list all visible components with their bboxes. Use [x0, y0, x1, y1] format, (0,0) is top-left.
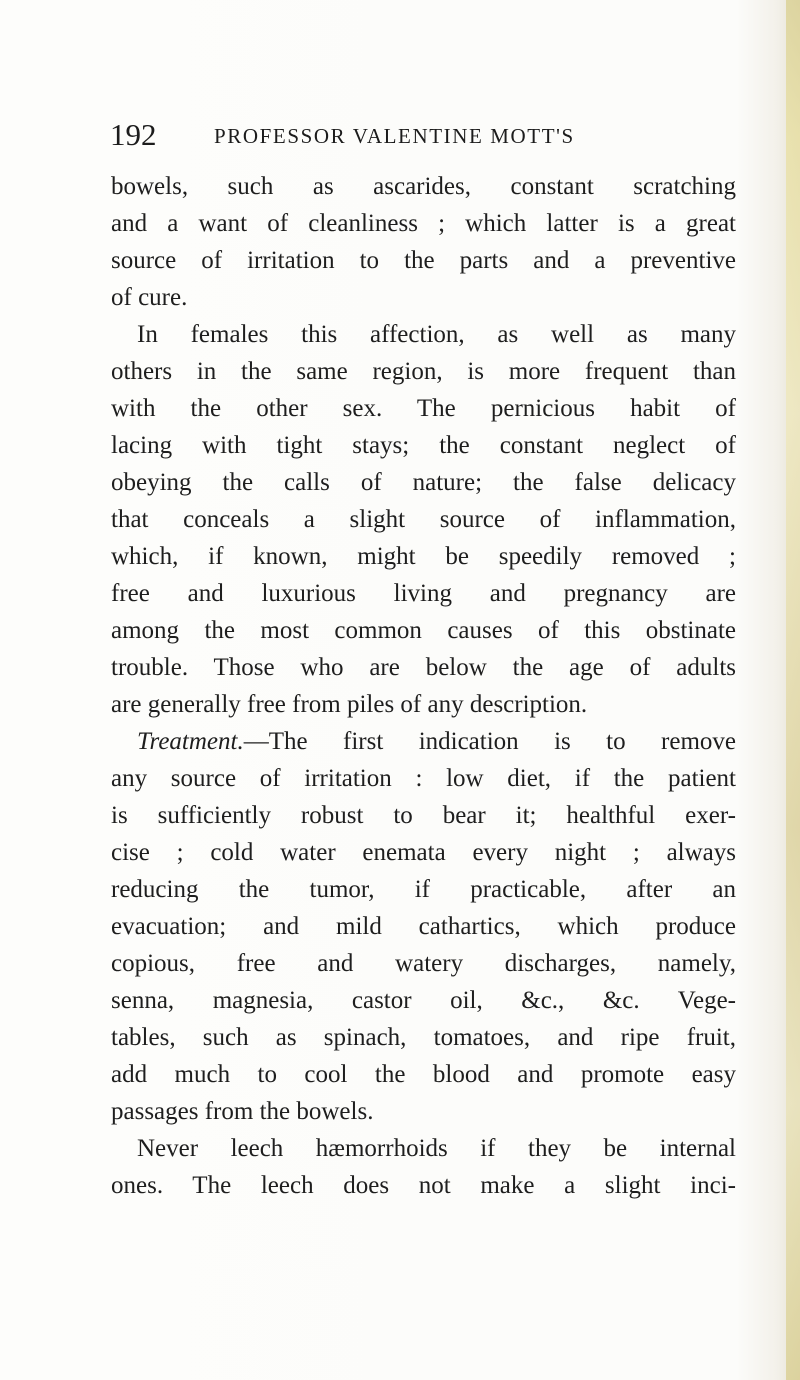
text-line: cise ; cold water enemata every night ; always	[111, 839, 736, 866]
text-line: others in the same region, is more frequent than	[111, 358, 736, 385]
text-line: which, if known, might be speedily removed ;	[111, 543, 736, 570]
text-line-treatment	[111, 723, 736, 760]
text-line: ones. The leech does not make a slight inci-	[111, 1172, 736, 1199]
text-line: and a want of cleanliness ; which latter is a great	[111, 210, 736, 237]
text-line: trouble. Those who are below the age of adults	[111, 654, 736, 681]
page-number: 192	[110, 117, 157, 152]
text-line: that conceals a slight source of inflammation,	[111, 506, 736, 533]
text-line: reducing the tumor, if practicable, after an	[111, 876, 736, 903]
text-line: among the most common causes of this obstinate	[111, 617, 736, 644]
text-line: free and luxurious living and pregnancy are	[111, 580, 736, 607]
text-line: obeying the calls of nature; the false delicacy	[111, 469, 736, 496]
text-line: senna, magnesia, castor oil, &c., &c. Vege-	[111, 987, 736, 1014]
text-line: Never leech hæmorrhoids if they be internal	[137, 1135, 736, 1162]
text-line: is sufficiently robust to bear it; healthful exer-	[111, 802, 736, 829]
text-line: evacuation; and mild cathartics, which produce	[111, 913, 736, 940]
text-line: of cure.	[111, 284, 188, 311]
text-line: source of irritation to the parts and a preventive	[111, 247, 736, 274]
text-line: lacing with tight stays; the constant neglect of	[111, 432, 736, 459]
text-line: passages from the bowels.	[111, 1098, 374, 1125]
text-line: copious, free and watery discharges, namely,	[111, 950, 736, 977]
text-line: with the other sex. The pernicious habit of	[111, 395, 736, 422]
page-edge-stain	[786, 0, 800, 1380]
text-line: add much to cool the blood and promote easy	[111, 1061, 736, 1088]
text-line: any source of irritation : low diet, if the patient	[111, 765, 736, 792]
text-line: In females this affection, as well as many	[137, 321, 736, 348]
text-line: bowels, such as ascarides, constant scratching	[111, 173, 736, 200]
running-head: PROFESSOR VALENTINE MOTT'S	[214, 124, 575, 148]
text-line: tables, such as spinach, tomatoes, and ripe fruit,	[111, 1024, 736, 1051]
body-text	[111, 168, 736, 1204]
treatment-heading: Treatment.	[137, 728, 244, 755]
text-line: are generally free from piles of any description.	[111, 691, 588, 718]
page-header	[110, 118, 730, 152]
treatment-text: —The first indication is to remove	[243, 728, 736, 755]
